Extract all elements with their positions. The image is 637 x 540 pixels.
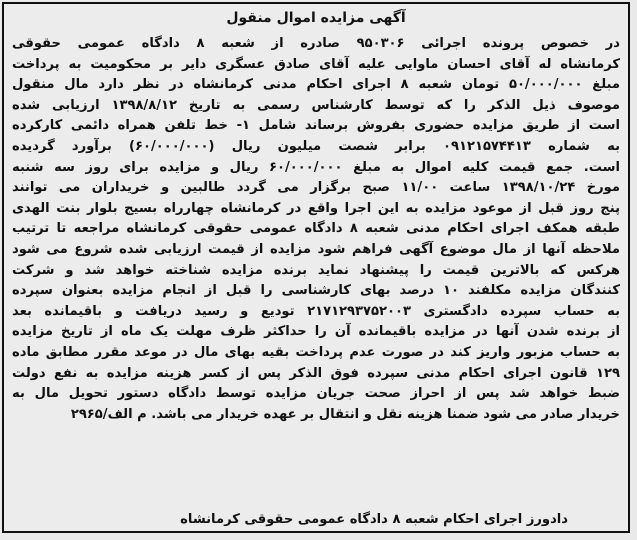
body-line: در خصوص پرونده اجرائی ۹۵۰۳۰۶ صادره از شعبه ۸ دادگاه عمومی حقوقی (12, 36, 620, 51)
auction-notice (2, 2, 630, 533)
body-line: از برنده شدن آنها در مزایده باقیمانده آن را حداکثر ظرف مهلت یک ماه از تاریخ مزایده (12, 324, 620, 340)
body-line: پنج روز قبل از موعود مزایده به این اجرا واقع در کرمانشاه چهارراه بسیج بلوار بنت الهدی (12, 200, 620, 216)
body-line: به شماره ۰۹۱۲۱۵۷۴۴۱۳ برابر شصت میلیون ریال (۶۰/۰۰۰/۰۰۰) برآورد گردیده (12, 138, 620, 154)
body-line: است. جمع قیمت کلیه اموال به مبلغ ۶۰/۰۰۰/۰۰۰ ریال و مزایده برای روز سه شنبه (12, 159, 620, 175)
body-line: به حساب سپرده دادگستری ۲۱۷۱۲۹۳۷۵۲۰۰۳ تودیع و رسید دریافت و باقیمانده بعد (12, 303, 620, 319)
body-line: مورخ ۱۳۹۸/۱۰/۲۴ ساعت ۱۱/۰۰ صبح برگزار می گردد طالبین و خریداران می توانند (12, 180, 620, 196)
body-line: هرکس که بالاترین قیمت را پیشنهاد نماید برنده مزایده شناخته خواهد شد و شرکت (12, 262, 620, 278)
body-line: است از طریق مزایده حضوری بفروش برساند شامل ۱- خط تلفن همراه دائمی کارکرده (12, 118, 620, 134)
notice-title: آگهی مزایده اموال منقول (226, 10, 406, 26)
body-line: موصوف ذیل الذکر را که توسط کارشناس رسمی به تاریخ ۱۳۹۸/۸/۱۲ ارزیابی شده (12, 97, 620, 113)
body-line: مبلغ ۵۰/۰۰۰/۰۰۰ تومان شعبه ۸ اجرای احکام مدنی کرمانشاه در نظر دارد مال منقول (12, 77, 620, 93)
notice-signature: دادورز اجرای احکام شعبه ۸ دادگاه عمومی حقوقی کرمانشاه (180, 512, 568, 527)
body-line: ملاحظه آنها از مال موضوع آگهی فراهم شود مزایده از قیمت ارزیابی شده شروع می شود (12, 241, 620, 257)
body-line: خریدار صادر می شود ضمنا هزینه نقل و انتقال بر عهده خریدار می باشد. م الف/۲۹۶۵ (70, 406, 620, 422)
body-line: ضبط خواهد شد پس از احراز صحت جریان مزایده توسط دادگاه دستور تحویل مال به (12, 386, 620, 402)
body-line: کرمانشاه له آقای احسان ماوایی علیه آقای صادق عسگری دایر بر محکومیت به پرداخت (12, 56, 620, 72)
body-line: کنندگان مزایده مکلفند ۱۰ درصد بهای کارشناسی را قبل از انجام مزایده بعنوان سپرده (12, 283, 620, 299)
body-line: به حساب مزبور واریز کند در صورت عدم پرداخت بقیه بهای مال در موعد مقرر مطابق ماده (12, 344, 620, 360)
body-line: ۱۲۹ قانون اجرای احکام مدنی سپرده فوق الذکر پس از کسر هزینه مزایده به نفع دولت (12, 365, 620, 381)
notice-body (12, 34, 620, 425)
body-line: طبقه همکف اجرای احکام مدنی شعبه ۸ دادگاه عمومی حقوقی کرمانشاه مراجعه تا ترتیب (12, 221, 620, 237)
